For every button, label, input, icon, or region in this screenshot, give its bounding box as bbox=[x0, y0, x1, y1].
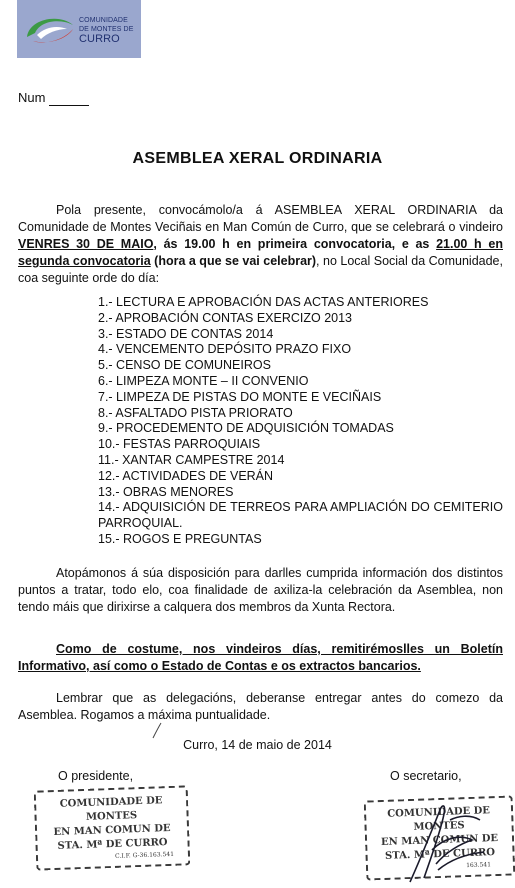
logo-swoosh-icon bbox=[23, 11, 77, 47]
president-label: O presidente, bbox=[58, 769, 134, 783]
document-title: ASEMBLEA XERAL ORDINARIA bbox=[132, 150, 383, 167]
logo-line-1: COMUNIDADE bbox=[79, 17, 128, 24]
agenda-item: 9.- PROCEDEMENTO DE ADQUISICIÓN TOMADAS bbox=[98, 421, 394, 436]
signature-icon bbox=[380, 790, 500, 886]
agenda-item: 1.- LECTURA E APROBACIÓN DAS ACTAS ANTERIORES bbox=[98, 295, 429, 309]
stamp-line-3: STA. Mª DE CURRO bbox=[57, 837, 168, 852]
agenda-item: 13.- OBRAS MENORES bbox=[98, 484, 234, 499]
agenda-item: 10.- FESTAS PARROQUIAIS bbox=[98, 437, 261, 452]
number-field bbox=[18, 90, 89, 106]
date-line: Curro, 14 de maio de 2014 bbox=[183, 738, 332, 752]
intro-paragraph bbox=[18, 202, 503, 287]
president-stamp bbox=[34, 785, 191, 870]
agenda-item: 7.- LIMPEZA DE PISTAS DO MONTE E VECIÑAIS bbox=[98, 389, 382, 404]
agenda-item: 15.- ROGOS E PREGUNTAS bbox=[98, 531, 262, 546]
intro-note: (hora a que se vai celebrar) bbox=[150, 254, 317, 268]
stamp-line-2: EN MAN COMUN DE bbox=[380, 832, 499, 849]
information-text: Atopámonos á súa disposición para darlles cumprida información dos distintos puntos a tratar, todo elo, coa finalidade de axiliza-la celebración da Asemblea, non tendo máis que dirixirse a calquera dos membros da Xunta Rectora. bbox=[18, 566, 503, 614]
secretary-label: O secretario, bbox=[390, 769, 462, 783]
intro-text-end: , no Local Social da Comunidade, coa seguinte orde do día: bbox=[18, 254, 503, 285]
stamp-line-1: COMUNIDADE DE MONTES bbox=[387, 805, 491, 833]
intro-date: VENRES 30 DE MAIO bbox=[18, 237, 154, 251]
number-label: Num bbox=[18, 90, 46, 105]
stamp-line-4: C.I.F. G-36.163.541 bbox=[114, 850, 175, 860]
stamp-line-2: EN MAN COMUN DE bbox=[53, 822, 171, 839]
agenda-item: 3.- ESTADO DE CONTAS 2014 bbox=[98, 326, 274, 341]
intro-first-call: , ás 19.00 h en primeira convocatoria, e as bbox=[153, 237, 437, 251]
logo-line-3: CURRO bbox=[79, 33, 120, 45]
agenda-item: 6.- LIMPEZA MONTE – II CONVENIO bbox=[98, 373, 309, 388]
agenda-item: 4.- VENCEMENTO DEPÓSITO PRAZO FIXO bbox=[98, 342, 352, 357]
stamp-line-3: STA. Mª DE CURRO bbox=[384, 847, 496, 862]
intro-second-call: 21.00 h en segunda convocatoria bbox=[18, 237, 503, 268]
delegations-text: Lembrar que as delegacións, deberanse entregar antes do comezo da Asemblea. Rogamos a máxima puntualidade. bbox=[18, 691, 503, 722]
stamp-line-4: 163.541 bbox=[466, 861, 492, 870]
logo-line-2: DE MONTES DE bbox=[79, 26, 134, 33]
agenda-item: 5.- CENSO DE COMUNEIROS bbox=[98, 358, 271, 373]
information-paragraph bbox=[18, 565, 503, 616]
agenda-item: 8.- ASFALTADO PISTA PRIORATO bbox=[98, 405, 293, 420]
agenda-item: 2.- APROBACIÓN CONTAS EXERCIZO 2013 bbox=[98, 310, 353, 325]
agenda-item: 14.- ADQUISICIÓN DE TERREOS PARA AMPLIACIÓN DO CEMITERIO PARROQUIAL. bbox=[98, 500, 503, 531]
intro-text-1: Pola presente, convocámolo/a á ASEMBLEA XERAL ORDINARIA da Comunidade de Montes Veciñais en Man Común de Curro, que se celebrará o vindeiro bbox=[18, 203, 503, 234]
agenda-item: 12.- ACTIVIDADES DE VERÁN bbox=[98, 468, 274, 483]
agenda-item: 11.- XANTAR CAMPESTRE 2014 bbox=[98, 452, 285, 467]
agenda-list bbox=[98, 295, 503, 548]
community-logo bbox=[17, 0, 141, 58]
bulletin-text: Como de costume, nos vindeiros días, remitirémoslles un Boletín Informativo, así como o Estado de Contas e os extractos bancarios. bbox=[18, 642, 503, 673]
bulletin-paragraph bbox=[18, 641, 503, 675]
stamp-line-1: COMUNIDADE DE MONTES bbox=[59, 795, 163, 823]
logo-text bbox=[79, 16, 133, 45]
number-blank-line bbox=[49, 90, 89, 106]
delegations-paragraph bbox=[18, 690, 503, 724]
